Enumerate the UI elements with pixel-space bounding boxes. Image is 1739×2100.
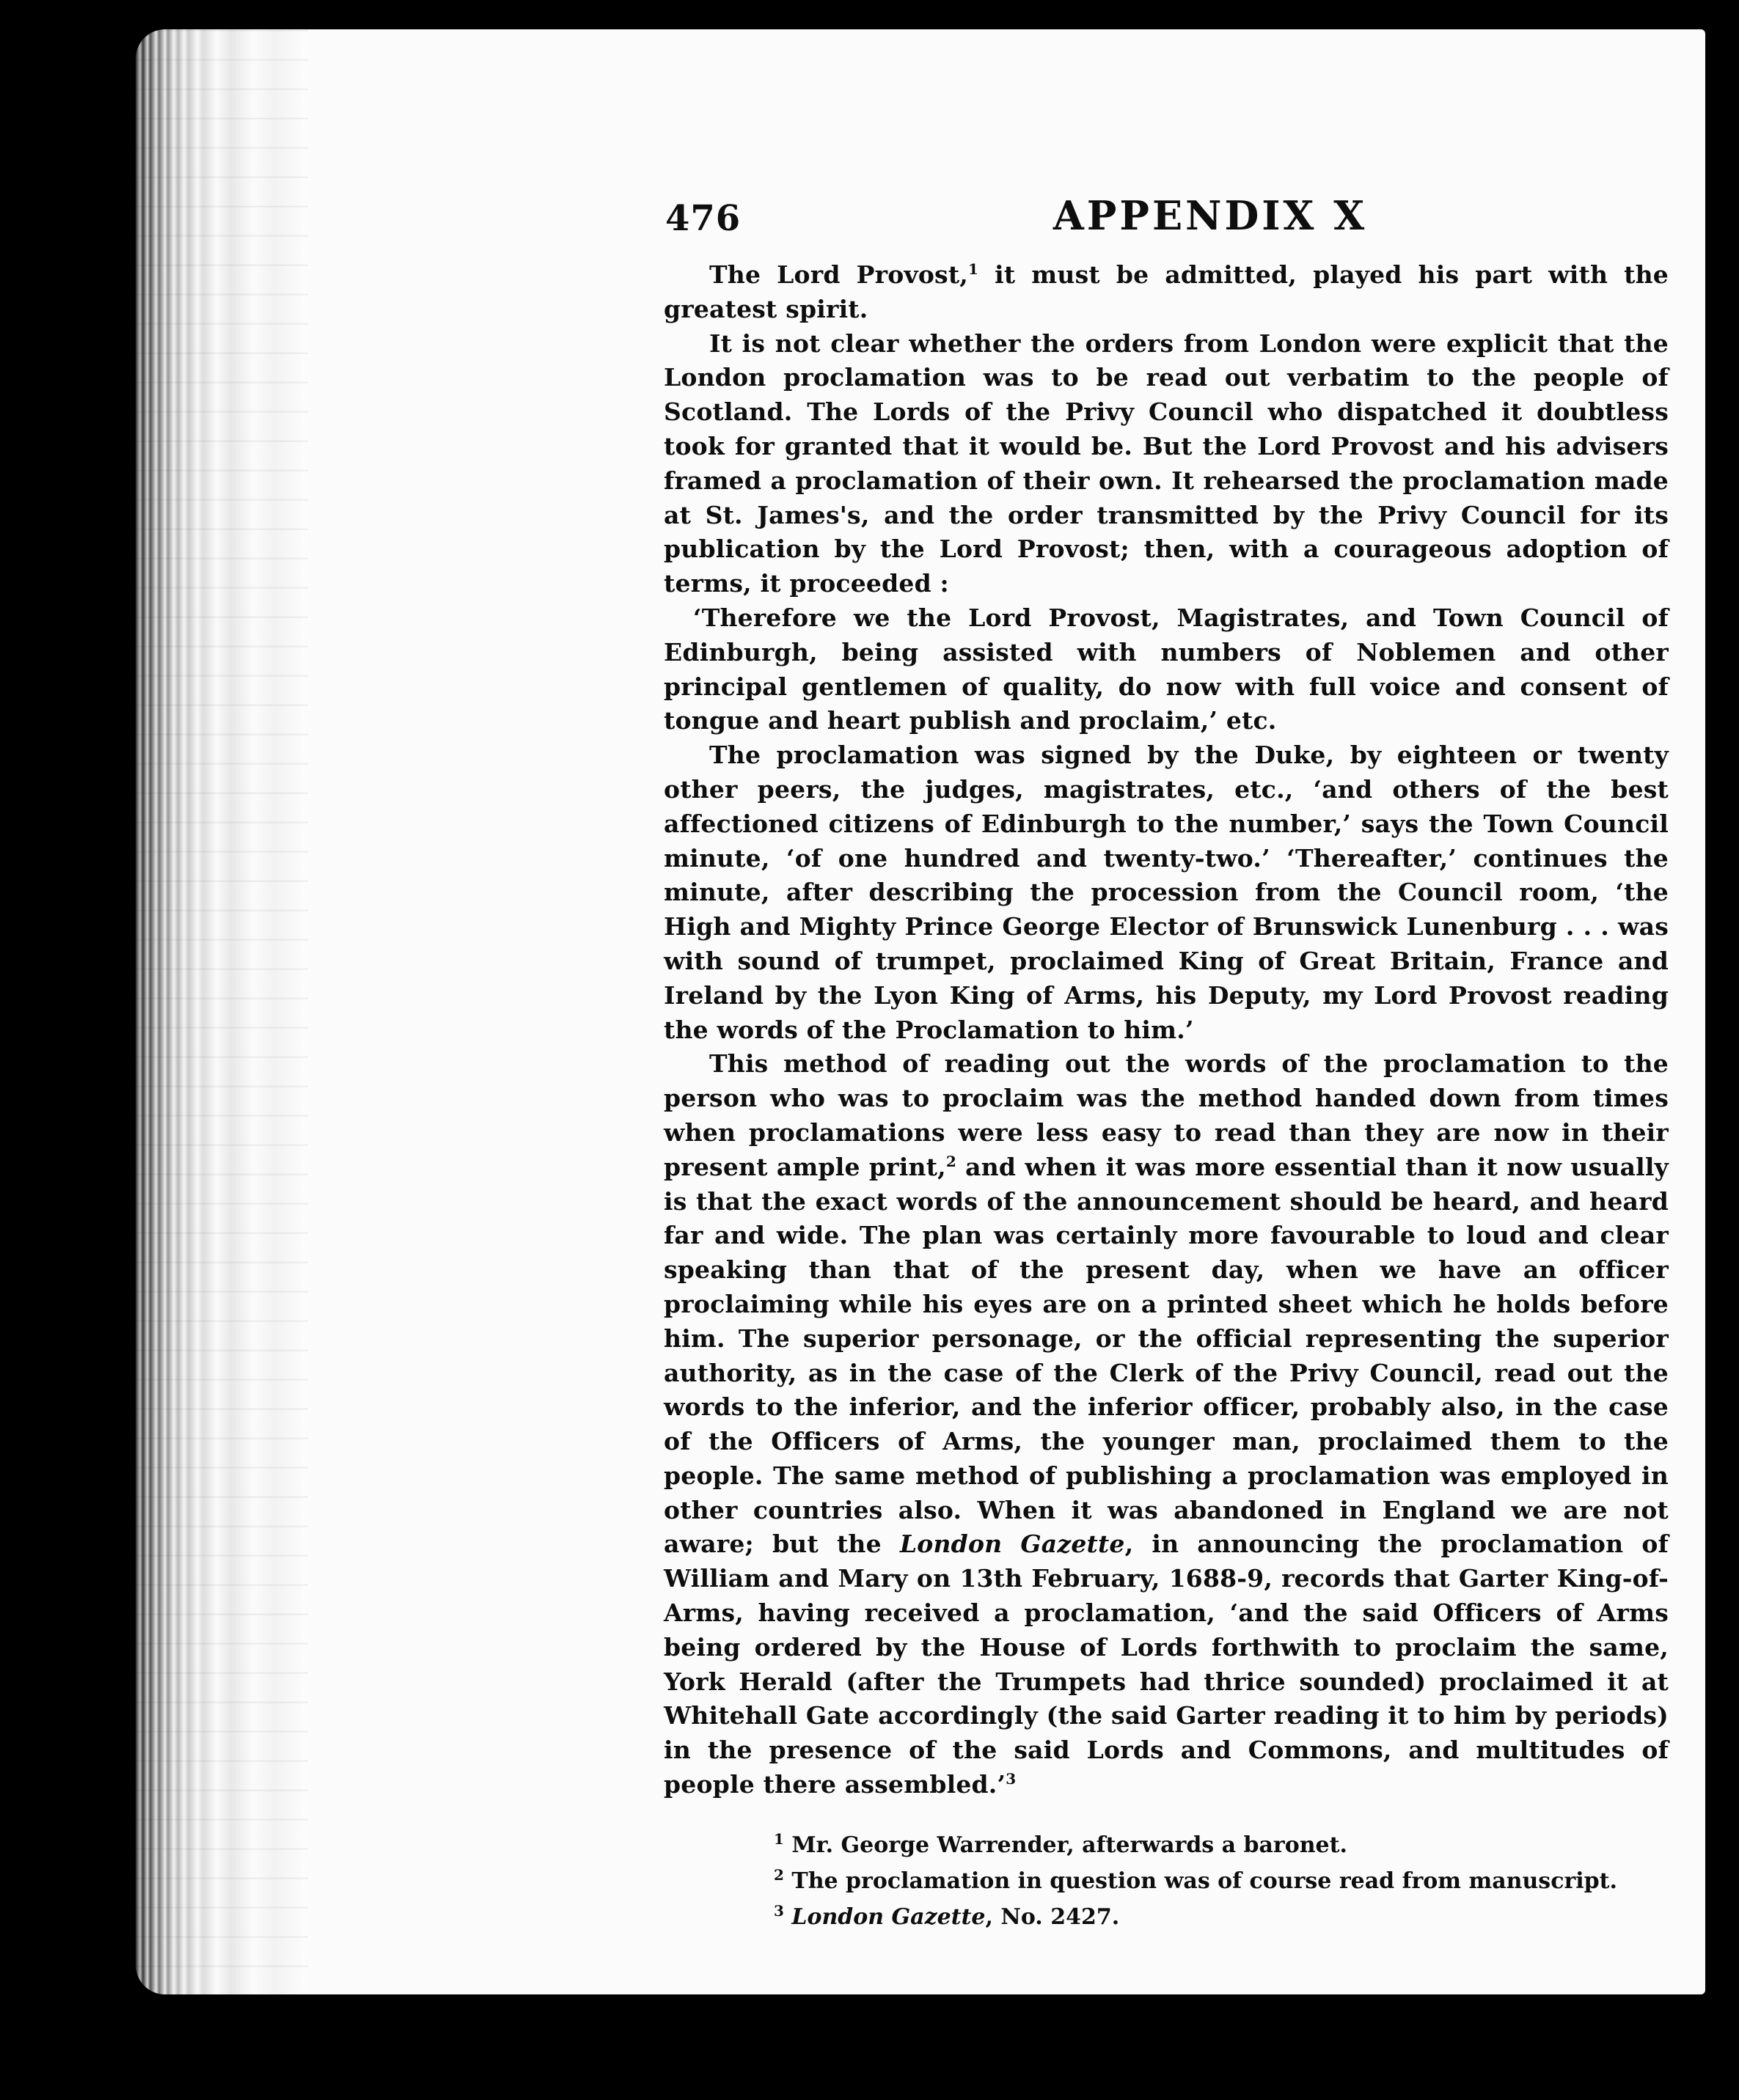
text-run: , in announcing the proclamation of William and Mary on 13th February, 1688-9, records that Garter King-of-Arms, having received a proclamation, ‘and the said Officers of Arms being ordered by the House of Lords forthwith to proclaim the same, York Herald (after the Trumpets had thrice sounded) proclaimed it at Whitehall Gate accordingly (the said Garter reading it to him by periods) in the presence of the said Lords and Commons, and multitudes of people there assembled.’ — [664, 1530, 1669, 1799]
footnotes — [664, 1827, 1669, 1935]
page-header — [664, 192, 1669, 251]
footnote — [774, 1863, 1669, 1899]
page-edges — [136, 29, 319, 1994]
paragraph — [664, 1047, 1669, 1802]
text-run: and when it was more essential than it now usually is that the exact words of the announcement should be heard, and heard far and wide. The plan was certainly more favourable to loud and clear speaking than that of the present day, when we have an officer proclaiming while his eyes are on a printed sheet which he holds before him. The superior personage, or the official representing the superior authority, as in the case of the Clerk of the Privy Council, read out the words to the inferior, and the inferior officer, probably also, in the case of the Officers of Arms, the younger man, proclaimed them to the people. The same method of publishing a proclamation was employed in other countries also. When it was abandoned in England we are not aware; but the — [664, 1152, 1669, 1559]
running-head: APPENDIX X — [1052, 192, 1368, 239]
page-content — [664, 192, 1669, 1935]
paragraph — [664, 738, 1669, 1047]
text-run: , No. 2427. — [985, 1903, 1120, 1930]
footnote — [774, 1899, 1669, 1935]
text-run: The proclamation in question was of course read from manuscript. — [783, 1868, 1617, 1894]
body-text — [664, 258, 1669, 1802]
footnote — [774, 1827, 1669, 1863]
text-run: The Lord Provost, — [709, 260, 968, 289]
footnote-marker: 3 — [774, 1901, 784, 1920]
italic-title: London Gazette — [899, 1530, 1125, 1559]
footnote-marker: 1 — [774, 1829, 784, 1848]
text-run: The proclamation was signed by the Duke, by eighteen or twenty other peers, the judges, magistrates, etc., ‘and others of the best affectioned citizens of Edinburgh to the number,’ says the Town Council minute, ‘of one hundred and twenty-two.’ ‘Thereafter,’ continues the minute, after describing the procession from the Council room, ‘the High and Mighty Prince George Elector of Brunswick Lunenburg . . . was with sound of trumpet, proclaimed King of Great Britain, France and Ireland by the Lyon King of Arms, his Deputy, my Lord Provost reading the words of the Proclamation to him.’ — [664, 741, 1669, 1044]
paragraph — [664, 258, 1669, 327]
footnote-marker: 2 — [945, 1152, 956, 1170]
footnote-marker: 1 — [967, 260, 979, 278]
footnote-marker: 2 — [774, 1865, 784, 1884]
text-run: it must be admitted, played his part with the greatest spirit. — [664, 260, 1669, 323]
text-run: ‘Therefore we the Lord Provost, Magistrates, and Town Council of Edinburgh, being assisted with numbers of Noblemen and other principal gentlemen of quality, do now with full voice and consent of tongue and heart publish and proclaim,’ etc. — [664, 603, 1669, 735]
footnote-marker: 3 — [1006, 1770, 1017, 1788]
text-run: This method of reading out the words of the proclamation to the person who was to proclaim was the method handed down from times when proclamations were less easy to read than they are now in their present ample print, — [664, 1049, 1669, 1181]
text-run: Mr. George Warrender, afterwards a baronet. — [783, 1832, 1347, 1858]
text-run: It is not clear whether the orders from London were explicit that the London proclamation was to be read out verbatim to the people of Scotland. The Lords of the Privy Council who dispatched it doubtless took for granted that it would be. But the Lord Provost and his advisers framed a proclamation of their own. It rehearsed the proclamation made at St. James's, and the order transmitted by the Privy Council for its publication by the Lord Provost; then, with a courageous adoption of terms, it proceeded : — [664, 328, 1669, 598]
paragraph — [664, 327, 1669, 601]
italic-title: London Gazette — [783, 1903, 986, 1930]
block-quote — [664, 601, 1669, 738]
page-number: 476 — [665, 198, 742, 239]
